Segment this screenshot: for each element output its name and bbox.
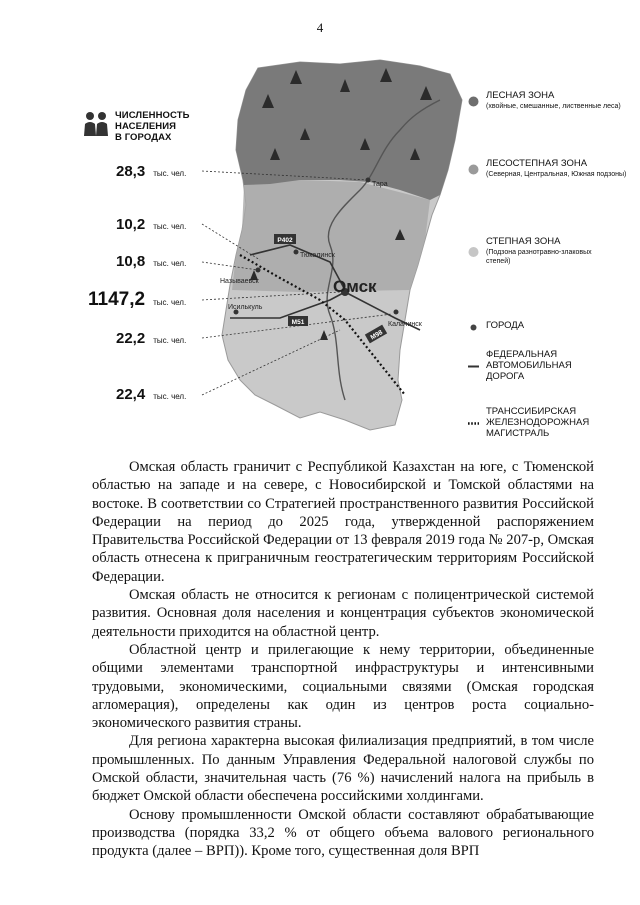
population-row (116, 216, 186, 233)
population-title: ЧИСЛЕННОСТЬ НАСЕЛЕНИЯ В ГОРОДАХ (115, 110, 190, 143)
population-unit: тыс. чел. (153, 169, 187, 178)
city-label-omsk: Омск (333, 277, 377, 296)
population-value: 10,8 (116, 253, 146, 270)
population-unit: тыс. чел. (153, 298, 187, 307)
forest-steppe-swatch (468, 160, 479, 179)
population-unit: тыс. чел. (153, 259, 187, 268)
legend-item-forest-steppe: ЛЕСОСТЕПНАЯ ЗОНА (Северная, Центральная, Южная подзоны) (468, 158, 626, 179)
city-label-tyukalinsk: Тюкалинск (300, 252, 335, 259)
population-unit: тыс. чел. (153, 392, 187, 401)
paragraph: Для региона характерна высокая филиализация предприятий, в том числе промышленных. По данным Управления Федеральной налоговой службы по Омской области, значительная часть (76 %) начислений налога на прибыль в бюджет Омской области обеспечена российскими холдингами. (92, 733, 594, 805)
forest-zone-swatch (468, 92, 479, 111)
city-dot (468, 322, 479, 333)
paragraph: Омская область не относится к регионам с полицентрической системой развития. Основная доля населения и концентрация субъектов экономической деятельности приходится на областной центр. (92, 587, 594, 640)
population-row (116, 386, 186, 403)
forest-zone (236, 60, 462, 200)
city-label-nazyvaevsk: Называевск (220, 278, 259, 285)
page-number: 4 (316, 20, 324, 35)
road-badge-m51 (288, 316, 308, 326)
steppe-swatch (468, 238, 479, 266)
city-label-isilkul: Исилькуль (228, 304, 263, 311)
population-row (88, 289, 186, 311)
svg-text:М51: М51 (291, 319, 305, 326)
body-text (92, 458, 594, 861)
population-row (116, 163, 186, 180)
legend-item-steppe: СТЕПНАЯ ЗОНА (Подзона разнотравно-злаковых степей) (468, 236, 596, 266)
population-row (116, 253, 186, 270)
people-icon (83, 110, 109, 138)
city-label-kalachinsk: Калачинск (388, 321, 422, 328)
svg-text:М98: М98 (369, 329, 384, 342)
population-value: 10,2 (116, 216, 146, 233)
population-header (83, 110, 190, 143)
highway-line (468, 351, 479, 382)
population-value: 1147,2 (88, 289, 146, 310)
city-dot-tyukalinsk (294, 250, 299, 255)
population-unit: тыс. чел. (153, 336, 187, 345)
railway-dotted-line (468, 408, 479, 439)
population-value: 28,3 (116, 163, 146, 180)
paragraph: Областной центр и прилегающие к нему территории, объединенные общими элементами транспортной инфраструктуры и интенсивными трудовыми, экономическими, социальными связями (Омская городская агломерация), определены как один из центров роста социально-экономического развития страны. (92, 641, 594, 732)
paragraph: Омская область граничит с Республикой Казахстан на юге, с Тюменской областью на западе и на севере, с Новосибирской и Томской областями на востоке. В соответствии со Стратегией пространственного развития Российской Федерации на период до 2025 года, утвержденной распоряжением Правительства Российской Федерации от 13 февраля 2019 года № 207-р, Омская область отнесена к приграничным геостратегическим территориям Российской Федерации. (92, 459, 594, 585)
legend-item-railway: ТРАНССИБИРСКАЯ ЖЕЛЕЗНОДОРОЖНАЯ МАГИСТРАЛЬ (468, 406, 621, 439)
population-value: 22,4 (116, 386, 146, 403)
city-dot-kalachinsk (394, 310, 399, 315)
legend-item-forest: ЛЕСНАЯ ЗОНА (хвойные, смешанные, лиственные леса) (468, 90, 621, 111)
legend-item-cities: ГОРОДА (468, 320, 524, 333)
paragraph: Основу промышленности Омской области составляют обрабатывающие производства (порядка 33,2 % от общего объема валового регионального продукта (далее – ВРП)). Кроме того, существенная доля ВРП (92, 806, 594, 860)
road-badge-r402 (274, 234, 296, 244)
population-unit: тыс. чел. (153, 222, 187, 231)
population-row (116, 330, 186, 347)
city-label-tara: Тара (372, 181, 388, 188)
legend-item-highway: ФЕДЕРАЛЬНАЯ АВТОМОБИЛЬНАЯ ДОРОГА (468, 349, 586, 382)
svg-text:Р402: Р402 (277, 237, 293, 244)
population-value: 22,2 (116, 330, 146, 347)
